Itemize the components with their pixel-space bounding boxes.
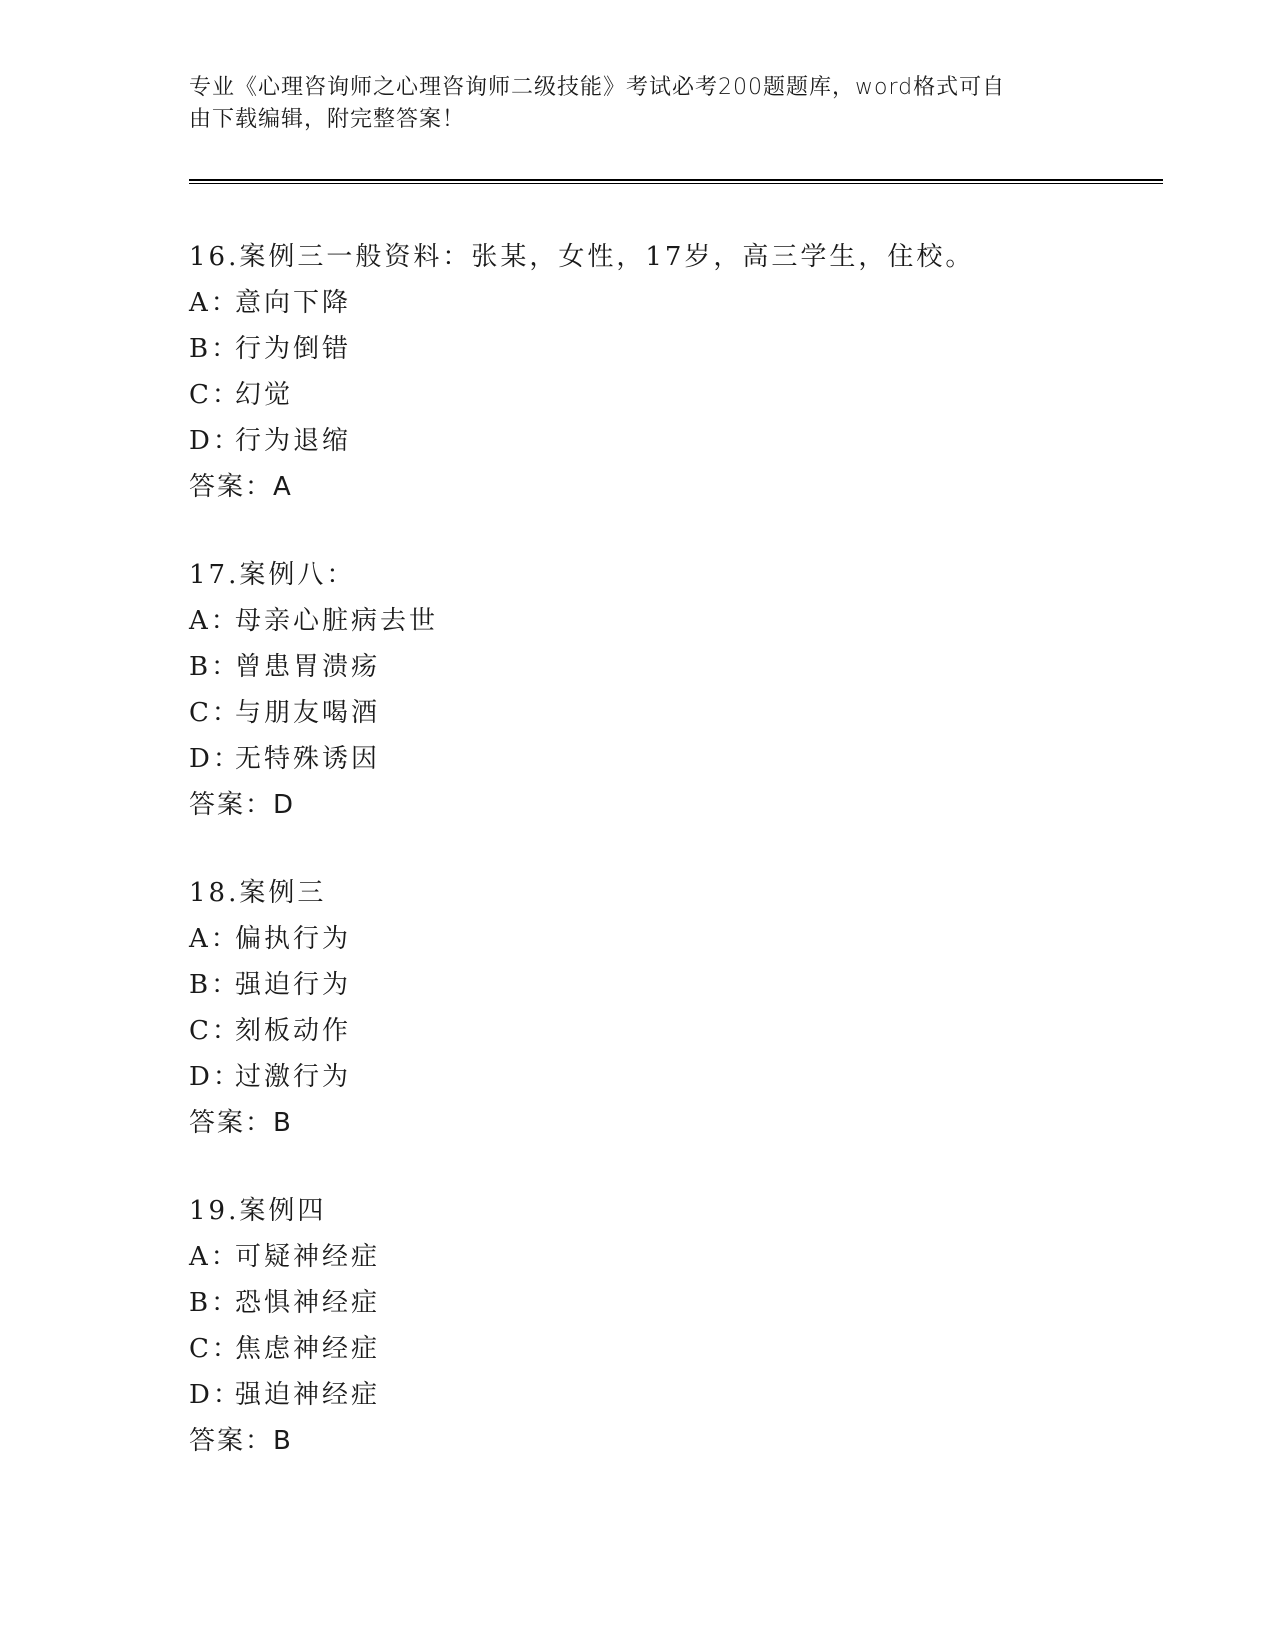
option-d: [189, 418, 1149, 464]
option-text: 幻觉: [235, 380, 294, 410]
option-key: D：: [189, 1380, 242, 1410]
option-text: 焦虑神经症: [235, 1334, 381, 1364]
option-key: A：: [189, 606, 240, 636]
answer-line: 答案：D: [189, 790, 296, 820]
option-key: C：: [189, 698, 241, 728]
header-line-2: 由下载编辑，附完整答案！: [189, 107, 466, 132]
option-b: [189, 326, 1149, 372]
option-b: [189, 1280, 1149, 1326]
question-18: [189, 870, 1149, 1146]
option-key: A：: [189, 288, 240, 318]
header-divider-thick: [189, 179, 1163, 181]
option-key: B：: [189, 970, 241, 1000]
option-a: [189, 916, 1149, 962]
answer-line: 答案：A: [189, 472, 293, 502]
option-d: [189, 1372, 1149, 1418]
option-c: [189, 690, 1149, 736]
question-stem: 16.案例三一般资料：张某，女性，17岁，高三学生，住校。: [189, 242, 975, 272]
option-text: 强迫神经症: [235, 1380, 381, 1410]
option-text: 与朋友喝酒: [235, 698, 381, 728]
option-key: B：: [189, 334, 241, 364]
question-17: [189, 552, 1149, 828]
question-stem: 19.案例四: [189, 1196, 327, 1226]
option-key: C：: [189, 1334, 241, 1364]
option-text: 无特殊诱因: [235, 744, 381, 774]
option-key: D：: [189, 426, 242, 456]
option-c: [189, 1008, 1149, 1054]
option-key: D：: [189, 744, 242, 774]
option-key: A：: [189, 924, 240, 954]
question-stem: 17.案例八：: [189, 560, 356, 590]
option-text: 可疑神经症: [235, 1242, 381, 1272]
option-d: [189, 736, 1149, 782]
option-key: B：: [189, 652, 241, 682]
option-text: 母亲心脏病去世: [235, 606, 439, 636]
option-text: 强迫行为: [235, 970, 352, 1000]
option-key: A：: [189, 1242, 240, 1272]
option-a: [189, 1234, 1149, 1280]
option-text: 恐惧神经症: [235, 1288, 381, 1318]
option-c: [189, 372, 1149, 418]
option-text: 过激行为: [235, 1062, 352, 1092]
option-b: [189, 644, 1149, 690]
option-b: [189, 962, 1149, 1008]
document-header: [189, 72, 1069, 136]
option-text: 曾患胃溃疡: [235, 652, 381, 682]
option-key: C：: [189, 380, 241, 410]
option-text: 刻板动作: [235, 1016, 352, 1046]
option-d: [189, 1054, 1149, 1100]
option-a: [189, 280, 1149, 326]
option-key: B：: [189, 1288, 241, 1318]
header-line-1: 专业《心理咨询师之心理咨询师二级技能》考试必考200题题库，word格式可自: [189, 75, 1006, 100]
option-key: C：: [189, 1016, 241, 1046]
option-text: 行为倒错: [235, 334, 352, 364]
question-19: [189, 1188, 1149, 1464]
option-text: 行为退缩: [235, 426, 352, 456]
option-text: 意向下降: [235, 288, 352, 318]
option-a: [189, 598, 1149, 644]
header-divider-thin: [189, 183, 1163, 184]
option-text: 偏执行为: [235, 924, 352, 954]
option-c: [189, 1326, 1149, 1372]
question-16: [189, 234, 1149, 510]
answer-line: 答案：B: [189, 1108, 293, 1138]
option-key: D：: [189, 1062, 242, 1092]
answer-line: 答案：B: [189, 1426, 293, 1456]
question-stem: 18.案例三: [189, 878, 327, 908]
